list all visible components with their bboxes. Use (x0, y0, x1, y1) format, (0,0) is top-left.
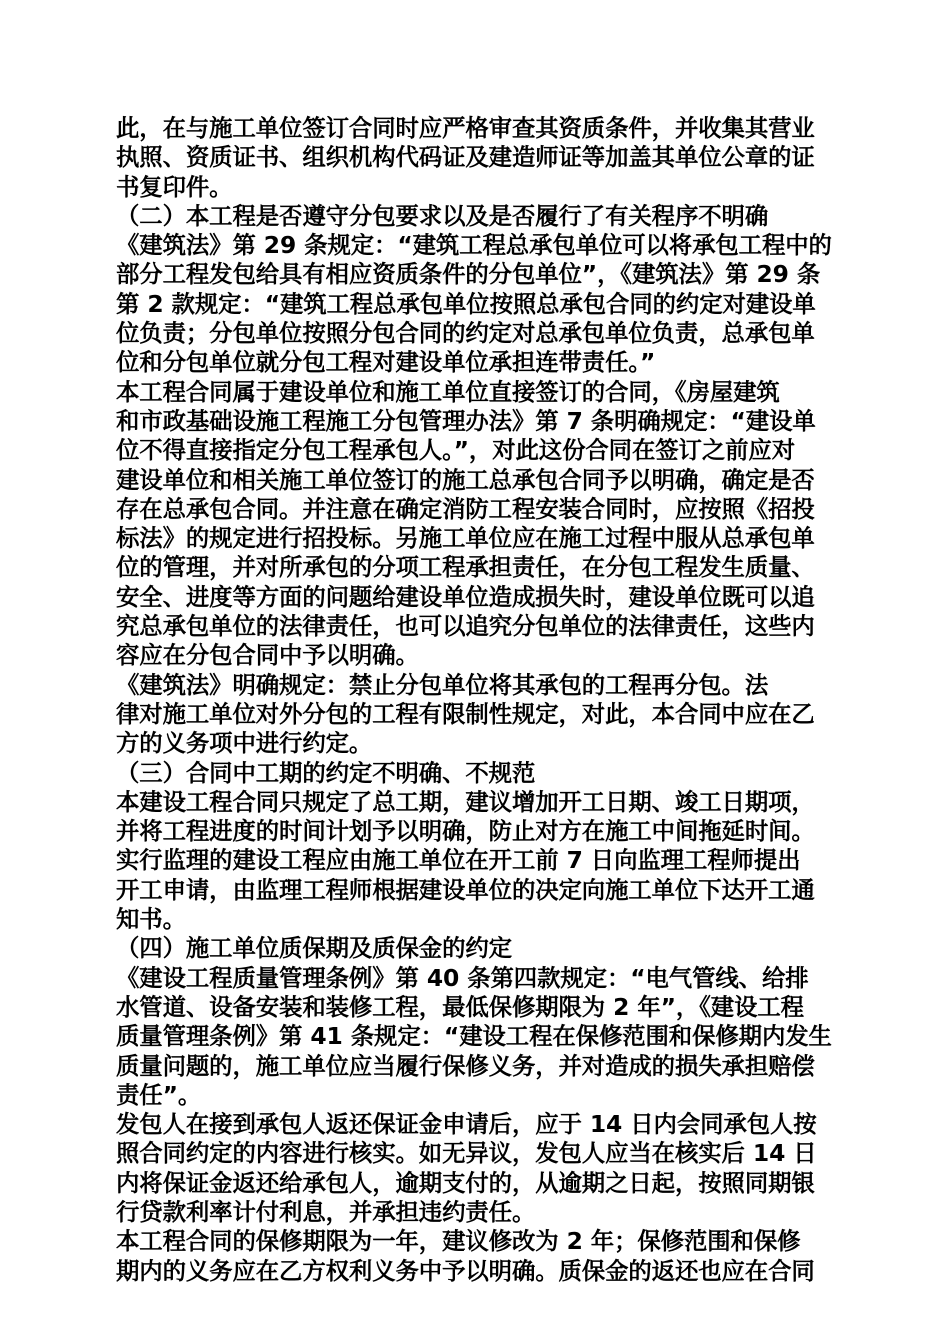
text-line: 期内的义务应在乙方权利义务中予以明确。质保金的返还也应在合同 (116, 1256, 815, 1285)
text-line: 《建设工程质量管理条例》第 40 条第四款规定：“电气管线、给排 (116, 963, 809, 992)
text-line: 照合同约定的内容进行核实。如无异议，发包人应当在核实后 14 日 (116, 1139, 817, 1168)
text-line: 本工程合同的保修期限为一年，建议修改为 2 年；保修范围和保修 (116, 1227, 801, 1256)
text-line: 建设单位和相关施工单位签订的施工总承包合同予以明确，确定是否 (116, 465, 815, 494)
text-line: 和市政基础设施工程施工分包管理办法》第 7 条明确规定：“建设单 (116, 406, 816, 435)
text-line: 《建筑法》第 29 条规定：“建筑工程总承包单位可以将承包工程中的 (116, 231, 832, 260)
text-line: 行贷款利率计付利息，并承担违约责任。 (116, 1197, 536, 1226)
text-line: 本工程合同属于建设单位和施工单位直接签订的合同，《房屋建筑 (116, 377, 780, 406)
text-line: 发包人在接到承包人返还保证金申请后，应于 14 日内会同承包人按 (116, 1110, 817, 1139)
text-line: 开工申请，由监理工程师根据建设单位的决定向施工单位下达开工通 (116, 875, 815, 904)
text-line: 律对施工单位对外分包的工程有限制性规定，对此，本合同中应在乙 (116, 699, 815, 728)
text-line: 此，在与施工单位签订合同时应严格审查其资质条件，并收集其营业 (116, 114, 815, 142)
text-line: 并将工程进度的时间计划予以明确，防止对方在施工中间拖延时间。 (116, 817, 815, 846)
text-line: 安全、进度等方面的问题给建设单位造成损失时，建设单位既可以追 (116, 582, 815, 611)
text-line: 知书。 (116, 905, 186, 934)
text-line: 内将保证金返还给承包人，逾期支付的，从逾期之日起，按照同期银 (116, 1168, 815, 1197)
text-line: 《建筑法》明确规定：禁止分包单位将其承包的工程再分包。法 (116, 670, 769, 699)
text-line: 标法》的规定进行招投标。另施工单位应在施工过程中服从总承包单 (116, 524, 815, 553)
text-line: 究总承包单位的法律责任，也可以追究分包单位的法律责任，这些内 (116, 612, 815, 641)
text-line: 本建设工程合同只规定了总工期，建议增加开工日期、竣工日期项， (116, 787, 815, 816)
text-line: 实行监理的建设工程应由施工单位在开工前 7 日向监理工程师提出 (116, 846, 801, 875)
text-line: 书复印件。 (116, 172, 233, 201)
text-line: 方的义务项中进行约定。 (116, 729, 373, 758)
text-line: 第 2 款规定：“建筑工程总承包单位按照总承包合同的约定对建设单 (116, 289, 816, 318)
text-line: 执照、资质证书、组织机构代码证及建造师证等加盖其单位公章的证 (116, 143, 815, 172)
section-heading: （二）本工程是否遵守分包要求以及是否履行了有关程序不明确 (116, 201, 769, 230)
text-line: 水管道、设备安装和装修工程，最低保修期限为 2 年”，《建设工程 (116, 992, 804, 1021)
text-line: 质量问题的，施工单位应当履行保修义务，并对造成的损失承担赔偿 (116, 1051, 815, 1080)
text-line: 部分工程发包给具有相应资质条件的分包单位”，《建筑法》第 29 条 (116, 260, 821, 289)
text-line: 位和分包单位就分包工程对建设单位承担连带责任。” (116, 348, 656, 377)
text-line: 存在总承包合同。并注意在确定消防工程安装合同时，应按照《招投 (116, 494, 815, 523)
text-line: 质量管理条例》第 41 条规定：“建设工程在保修范围和保修期内发生 (116, 1022, 832, 1051)
text-line: 责任”。 (116, 1080, 202, 1109)
text-line: 位不得直接指定分包工程承包人。”，对此这份合同在签订之前应对 (116, 436, 795, 465)
section-heading: （三）合同中工期的约定不明确、不规范 (116, 758, 536, 787)
text-line: 容应在分包合同中予以明确。 (116, 641, 419, 670)
section-heading: （四）施工单位质保期及质保金的约定 (116, 934, 512, 963)
text-line: 位的管理，并对所承包的分项工程承担责任，在分包工程发生质量、 (116, 553, 815, 582)
document-body (116, 114, 842, 1286)
text-line: 位负责；分包单位按照分包合同的约定对总承包单位负责，总承包单 (116, 319, 815, 348)
